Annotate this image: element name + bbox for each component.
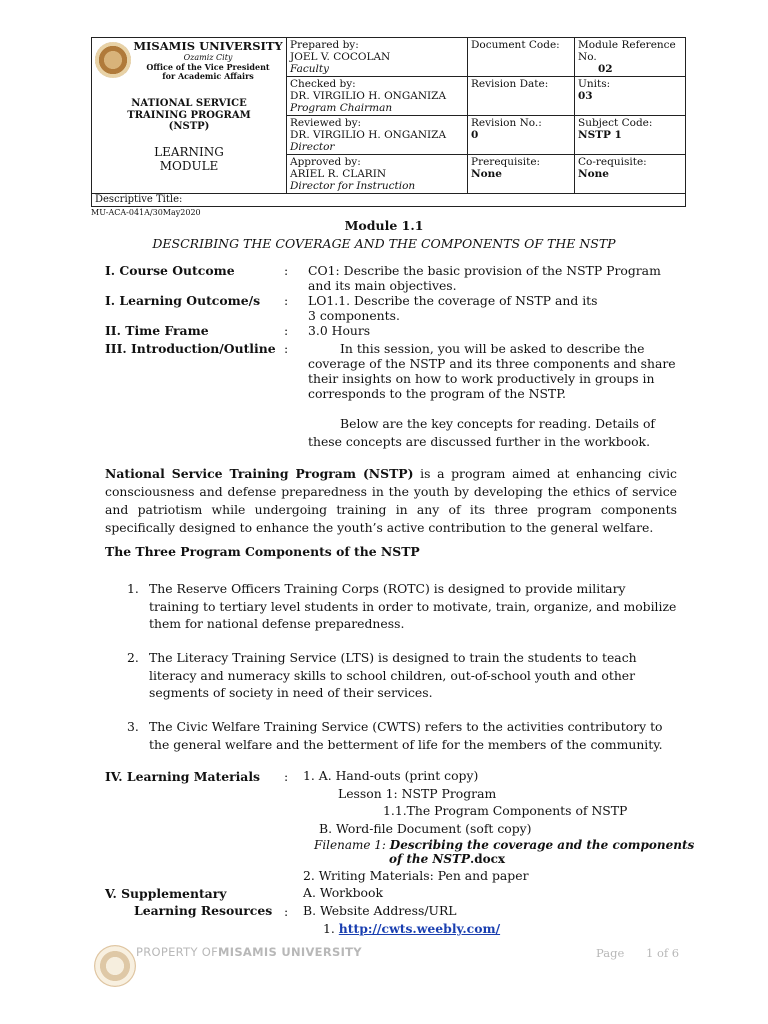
supplementary-label-2: Learning Resources (134, 903, 273, 918)
university-city: Ozamiz City (183, 53, 233, 62)
prereq-cell (468, 155, 575, 194)
reviewed-role: Director (290, 141, 335, 153)
introduction-paragraph-2: Below are the key concepts for reading. Details of these concepts are discussed further in the workbook. (308, 416, 655, 449)
footer-university: MISAMIS UNIVERSITY (218, 945, 362, 959)
supplementary-website: B. Website Address/URL (303, 903, 457, 918)
list-item-number: 3. (127, 719, 139, 734)
materials-handouts: 1. A. Hand-outs (print copy) (303, 768, 479, 783)
colon: : (284, 323, 289, 338)
module-ref-value: 02 (598, 63, 613, 75)
colon: : (284, 263, 289, 278)
colon: : (284, 904, 289, 919)
materials-lesson-topic: 1.1.The Program Components of NSTP (383, 803, 628, 818)
program-line-1: NATIONAL SERVICE (131, 98, 247, 109)
component-rotc: The Reserve Officers Training Corps (ROTC) is designed to provide military training to tertiary level students in order to motivate, train, organize, and mobilize them for national defense preparedness. (149, 581, 677, 631)
module-number: Module 1.1 (344, 218, 424, 233)
doc-code-cell (468, 38, 575, 77)
watermark-seal-icon (94, 945, 136, 987)
revision-no-label: Revision No.: (471, 117, 542, 129)
component-cwts: The Civic Welfare Training Service (CWTS) refers to the activities contributory to the general welfare and the betterment of life for the members of the community. (149, 719, 663, 752)
materials-filename: Filename 1: Describing the coverage and the components (314, 838, 695, 852)
filename-title-1: Describing the coverage and the components (389, 838, 695, 852)
colon: : (284, 769, 289, 784)
materials-word-file: B. Word-file Document (soft copy) (319, 821, 532, 836)
subject-code-cell (575, 116, 686, 155)
course-outcome-value: CO1: Describe the basic provision of the NSTP Program and its main objectives. (308, 263, 661, 293)
checked-cell (287, 77, 468, 116)
course-outcome-label: I. Course Outcome (105, 263, 235, 278)
time-frame-value: 3.0 Hours (308, 323, 371, 338)
materials-filename-2 (389, 852, 505, 866)
coreq-label: Co-requisite: (578, 156, 647, 168)
prepared-name: JOEL V. COCOLAN (290, 51, 391, 63)
learning-materials-label: IV. Learning Materials (105, 769, 261, 784)
university-name: MISAMIS UNIVERSITY (133, 39, 283, 53)
module-label-1: LEARNING (154, 144, 224, 159)
components-heading: The Three Program Components of the NSTP (105, 544, 420, 559)
checked-role: Program Chairman (290, 102, 393, 114)
revision-no-cell (468, 116, 575, 155)
subject-code-label: Subject Code: (578, 117, 653, 129)
filename-title-2: of the NSTP (389, 852, 471, 866)
subject-code-value: NSTP 1 (578, 129, 622, 141)
list-item-number: 2. (127, 650, 139, 665)
office-line-2: for Academic Affairs (162, 71, 254, 81)
reviewed-name: DR. VIRGILIO H. ONGANIZA (290, 129, 447, 141)
footer-page-label: Page (596, 946, 625, 960)
prepared-label: Prepared by: (290, 39, 359, 51)
coreq-value: None (578, 168, 609, 180)
university-seal-icon (95, 42, 131, 78)
introduction-paragraph-1: In this session, you will be asked to describe the coverage of the NSTP and its three components and share their insights on how to work productively in groups in corresponds to the program of the NSTP. (308, 341, 676, 401)
learning-outcome-label: I. Learning Outcome/s (105, 293, 261, 308)
footer-property (136, 945, 362, 959)
header-table (91, 37, 686, 207)
time-frame-label: II. Time Frame (105, 323, 209, 338)
filename-ext: .docx (470, 852, 506, 866)
module-ref-cell (575, 38, 686, 77)
nstp-definition-text: is a program aimed at enhancing civic consciousness and defense preparedness in the youth by developing the ethics of service and patriotism while undergoing training in any of its three program components specifically designed to enhance the youth’s active contribution to the general welfare. (105, 466, 677, 535)
prepared-cell (287, 38, 468, 77)
module-title: DESCRIBING THE COVERAGE AND THE COMPONENTS OF THE NSTP (152, 236, 616, 251)
checked-name: DR. VIRGILIO H. ONGANIZA (290, 90, 447, 102)
reviewed-cell (287, 116, 468, 155)
colon: : (284, 293, 289, 308)
program-line-3: (NSTP) (168, 121, 210, 132)
units-label: Units: (578, 78, 611, 90)
prereq-value: None (471, 168, 502, 180)
footer-page-count: 1 of 6 (646, 946, 680, 960)
approved-label: Approved by: (290, 156, 361, 168)
link-number: 1. (323, 921, 335, 936)
materials-writing: 2. Writing Materials: Pen and paper (303, 868, 529, 883)
learning-outcome-value: LO1.1. Describe the coverage of NSTP and its 3 components. (308, 293, 598, 323)
module-label-2: MODULE (159, 158, 219, 173)
reviewed-label: Reviewed by: (290, 117, 362, 129)
materials-lesson: Lesson 1: NSTP Program (338, 786, 497, 801)
supplementary-label-1: V. Supplementary (105, 886, 227, 901)
program-line-2: TRAINING PROGRAM (127, 109, 251, 121)
doc-code-label: Document Code: (471, 39, 560, 51)
nstp-definition (105, 465, 677, 537)
supplementary-link-item (323, 920, 500, 937)
introduction-label: III. Introduction/Outline (105, 341, 276, 356)
revision-date-cell (468, 77, 575, 116)
coreq-cell (575, 155, 686, 194)
descriptive-title-cell (92, 194, 686, 207)
checked-label: Checked by: (290, 78, 356, 90)
revision-date-label: Revision Date: (471, 78, 549, 90)
nstp-term: National Service Training Program (NSTP) (105, 466, 414, 481)
supplementary-workbook: A. Workbook (303, 885, 383, 900)
prereq-label: Prerequisite: (471, 156, 541, 168)
approved-role: Director for Instruction (290, 180, 416, 192)
prepared-role: Faculty (290, 63, 329, 75)
units-value: 03 (578, 90, 593, 102)
approved-name: ARIEL R. CLARIN (290, 168, 387, 180)
filename-label: Filename 1 (314, 838, 382, 852)
units-cell (575, 77, 686, 116)
component-lts: The Literacy Training Service (LTS) is designed to train the students to teach literacy and numeracy skills to school children, out-of-school youth and other segments of society in need of their services. (149, 650, 637, 700)
list-item-number: 1. (127, 581, 139, 596)
revision-no-value: 0 (471, 129, 479, 141)
footer-property-label: PROPERTY OF (136, 945, 219, 959)
office-line-1: Office of the Vice President (146, 62, 270, 72)
form-code: MU-ACA-041A/30May2020 (91, 208, 201, 217)
descriptive-title-label: Descriptive Title: (95, 194, 183, 205)
module-ref-label: Module Reference No. (578, 39, 676, 63)
header-university-cell (92, 38, 287, 194)
cwts-website-link[interactable]: http://cwts.weebly.com/ (338, 921, 501, 936)
approved-cell (287, 155, 468, 194)
colon: : (284, 341, 289, 356)
